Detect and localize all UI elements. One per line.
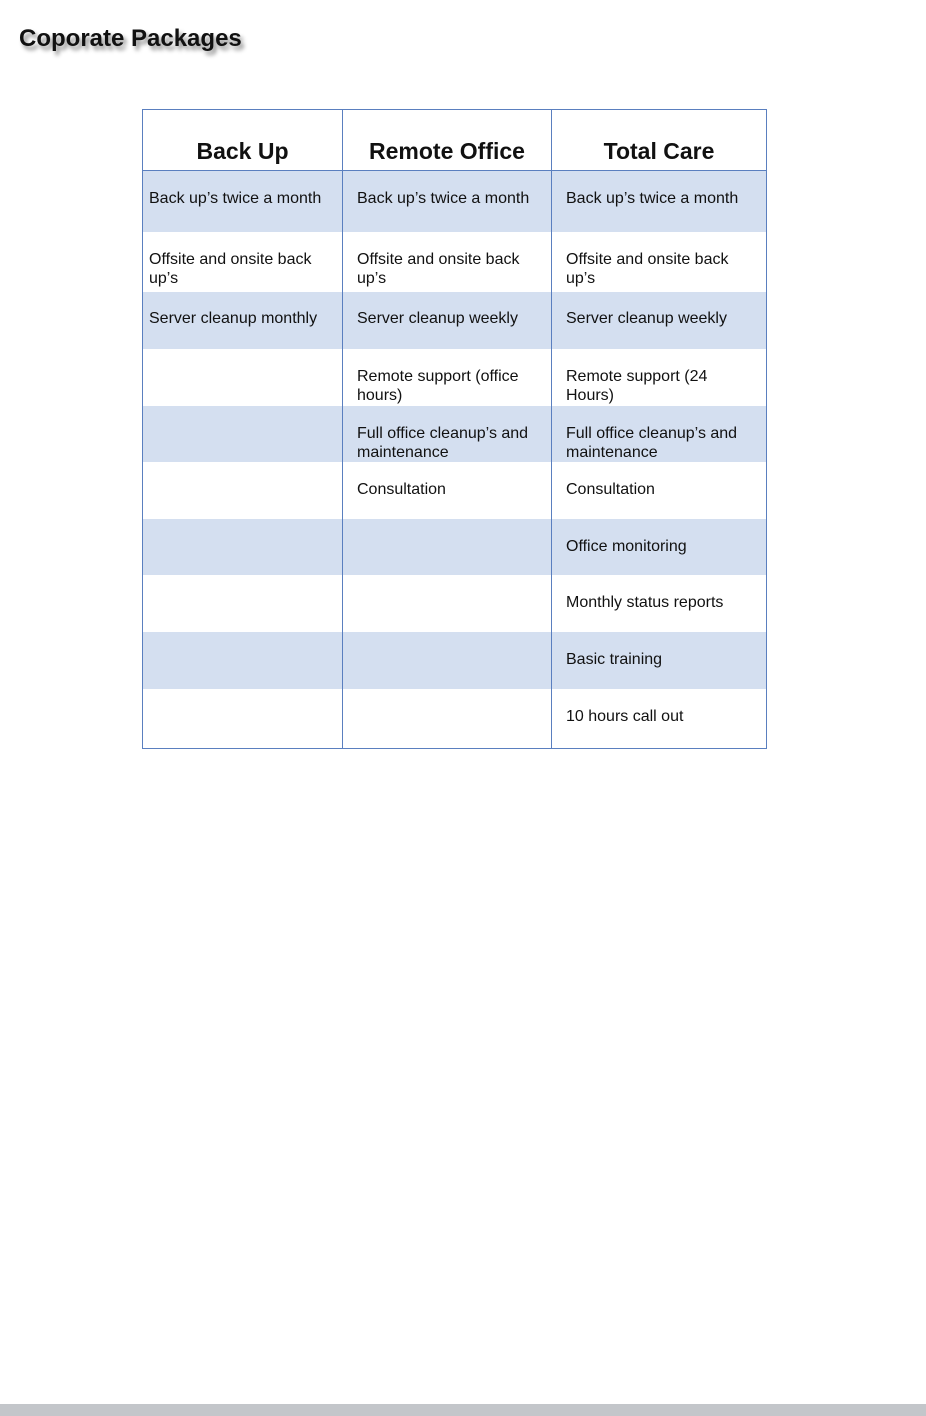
table-cell: Back up’s twice a month [552, 171, 767, 232]
table-row [143, 632, 767, 689]
page-title: Coporate Packages [19, 25, 242, 52]
table-cell: Consultation [343, 462, 552, 519]
table-cell [343, 632, 552, 689]
table-row [143, 519, 767, 575]
table-cell: Remote support (24 Hours) [552, 349, 767, 406]
table-cell [143, 406, 343, 462]
table-cell: Server cleanup weekly [343, 292, 552, 349]
header-back-up: Back Up [143, 110, 343, 171]
table-row [143, 462, 767, 519]
table-cell [143, 349, 343, 406]
header-row [143, 110, 767, 171]
table-cell [343, 519, 552, 575]
table-cell [143, 519, 343, 575]
table-cell: Full office cleanup’s and maintenance [552, 406, 767, 462]
table-cell: 10 hours call out [552, 689, 767, 749]
table-cell: Consultation [552, 462, 767, 519]
table-cell: Server cleanup monthly [143, 292, 343, 349]
table-cell: Back up’s twice a month [143, 171, 343, 232]
packages-table [142, 109, 767, 749]
table-cell [343, 689, 552, 749]
table-row [143, 349, 767, 406]
table-cell [343, 575, 552, 632]
table-cell: Full office cleanup’s and maintenance [343, 406, 552, 462]
header-total-care: Total Care [552, 110, 767, 171]
table-cell: Offsite and onsite back up’s [552, 232, 767, 292]
table-cell: Back up’s twice a month [343, 171, 552, 232]
table-cell: Offsite and onsite back up’s [343, 232, 552, 292]
table-row [143, 292, 767, 349]
table-cell: Offsite and onsite back up’s [143, 232, 343, 292]
table-row [143, 232, 767, 292]
table-row [143, 575, 767, 632]
table-row [143, 689, 767, 749]
table-cell: Office monitoring [552, 519, 767, 575]
table-cell [143, 632, 343, 689]
table-cell [143, 575, 343, 632]
table-cell: Server cleanup weekly [552, 292, 767, 349]
table-cell [143, 689, 343, 749]
footer-bar [0, 1404, 926, 1416]
table-cell: Remote support (office hours) [343, 349, 552, 406]
table-row [143, 171, 767, 232]
table-cell: Monthly status reports [552, 575, 767, 632]
header-remote-office: Remote Office [343, 110, 552, 171]
table-cell [143, 462, 343, 519]
table-row [143, 406, 767, 462]
table-cell: Basic training [552, 632, 767, 689]
